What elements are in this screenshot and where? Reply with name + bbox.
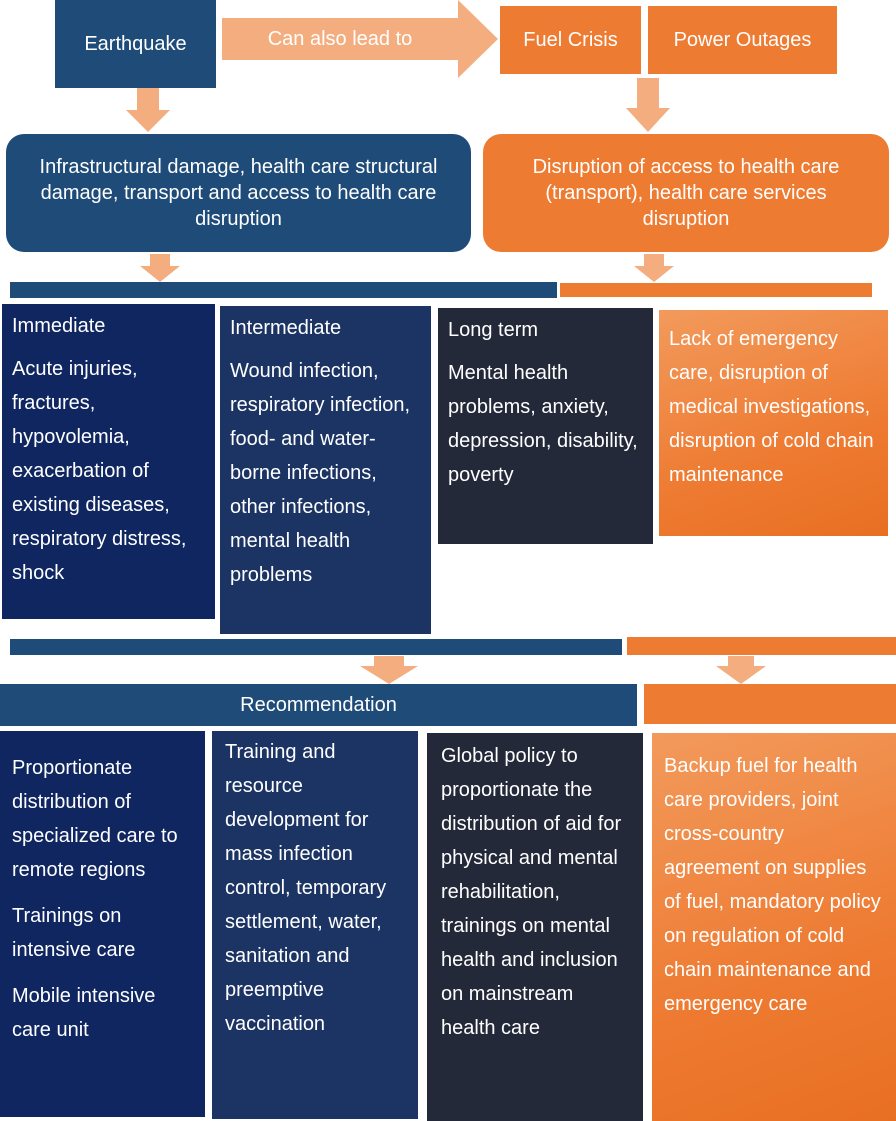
damage-right-text: Disruption of access to health care (transport), health care services disruption [532,156,840,230]
long-term-heading: Long term [448,319,539,341]
long-term-box [438,308,653,544]
intermediate-heading: Intermediate [230,317,342,339]
immediate-box [2,304,215,619]
rec-specialized-care: Proportionate distribution of specialized care to remote regions [12,757,178,881]
rec-intensive-care-training: Trainings on intensive care [12,905,136,961]
recommendation-label: Recommendation [240,694,397,716]
earthquake-label: Earthquake [84,33,187,55]
recommendation-bar [0,684,637,726]
damage-left-text: Infrastructural damage, health care structural damage, transport and access to health care disruption [39,156,438,230]
damage-left-box [6,134,471,252]
long-term-text: Mental health problems, anxiety, depression, disability, poverty [448,362,638,486]
down-arrow-1 [126,88,170,132]
divider-bar-navy-2 [10,639,622,655]
down-arrow-4 [634,254,674,282]
power-outages-box [648,6,837,74]
immediate-heading: Immediate [12,315,106,337]
lack-of-care-text: Lack of emergency care, disruption of medical investigations, disruption of cold chain maintenance [669,328,874,486]
rec-backup-fuel: Backup fuel for health care providers, joint cross-country agreement on supplies of fuel, mandatory policy on regulation of cold chain maintenance and emergency care [664,755,881,1015]
down-arrow-3 [140,254,180,282]
fuel-crisis-box [500,6,641,74]
divider-bar-orange-1 [560,283,872,297]
down-arrow-5 [360,656,418,684]
recommendation-col-1 [0,731,205,1117]
divider-bar-navy-1 [10,282,557,298]
recommendation-bar-orange [644,684,896,724]
recommendation-col-2 [212,731,418,1119]
power-outages-label: Power Outages [673,29,812,51]
lack-of-care-box [659,310,888,536]
down-arrow-2 [626,78,670,132]
divider-bar-orange-2 [627,637,896,655]
lead-to-label: Can also lead to [267,28,413,50]
down-arrow-6 [716,656,766,684]
intermediate-box [220,306,431,634]
fuel-crisis-label: Fuel Crisis [523,29,618,51]
rec-global-policy: Global policy to proportionate the distribution of aid for physical and mental rehabilitation, trainings on mental health and inclusion on mainstream health care [441,745,622,1039]
intermediate-text: Wound infection, respiratory infection, food- and water-borne infections, other infections, mental health problems [230,360,411,586]
rec-infection-control: Training and resource development for mass infection control, temporary settlement, water, sanitation and preemptive vaccination [225,741,387,1035]
recommendation-col-3 [427,733,643,1121]
rec-mobile-icu: Mobile intensive care unit [12,985,156,1041]
immediate-text: Acute injuries, fractures, hypovolemia, exacerbation of existing diseases, respiratory distress, shock [12,358,187,584]
earthquake-box [55,0,216,88]
recommendation-col-4 [652,733,896,1121]
damage-right-box [483,134,889,252]
